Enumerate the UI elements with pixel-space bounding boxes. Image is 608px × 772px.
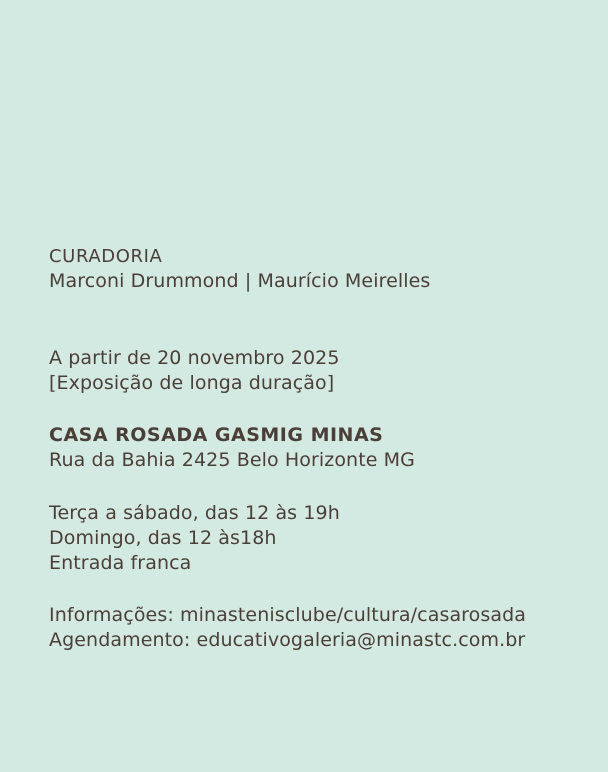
opening-hours-section	[49, 501, 588, 576]
exhibition-duration: [Exposição de longa duração]	[49, 372, 335, 394]
curatorship-label: CURADORIA	[49, 246, 163, 267]
curator-names: Marconi Drummond | Maurício Meirelles	[49, 270, 431, 292]
venue-name: CASA ROSADA GASMIG MINAS	[49, 424, 384, 446]
booking-email: Agendamento: educativogaleria@minastc.com.br	[49, 629, 526, 651]
weekday-hours: Terça a sábado, das 12 às 19h	[49, 502, 340, 524]
exhibition-start-date: A partir de 20 novembro 2025	[49, 347, 340, 369]
contact-section	[49, 603, 588, 653]
venue-address: Rua da Bahia 2425 Belo Horizonte MG	[49, 449, 415, 471]
entry-fee: Entrada franca	[49, 552, 192, 574]
information-link: Informações: minastenisclube/cultura/casarosada	[49, 604, 527, 626]
exhibition-dates-section	[49, 346, 588, 396]
venue-section	[49, 423, 588, 473]
sunday-hours: Domingo, das 12 às18h	[49, 527, 277, 549]
curatorship-section	[49, 244, 588, 294]
